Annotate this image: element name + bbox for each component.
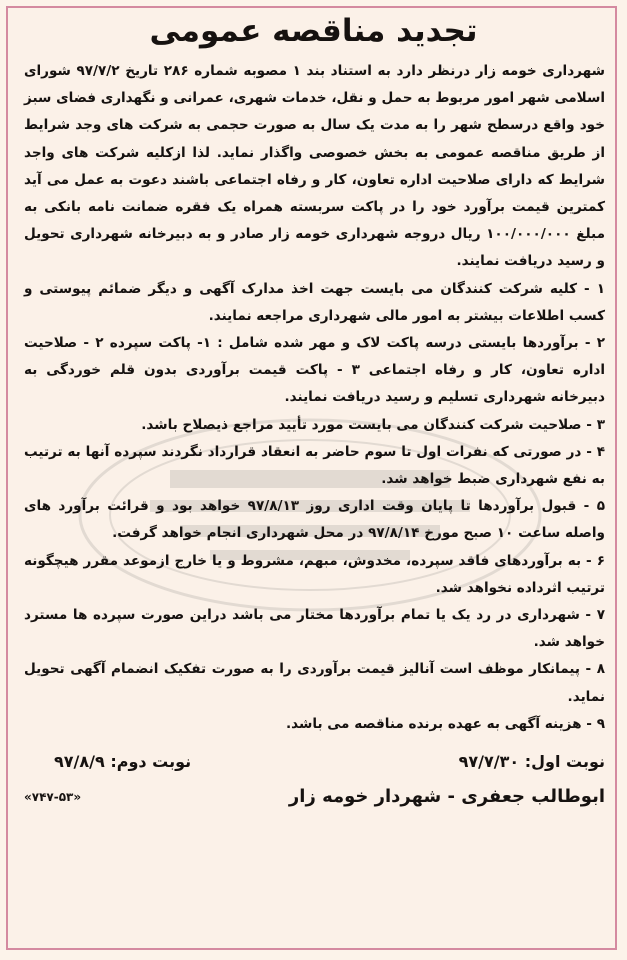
condition-item: ۶ - به برآوردهای فاقد سپرده، مخدوش، مبهم، مشروط و یا خارج ازموعد مقرر هیچگونه ترتیب اثرداده نخواهد شد. <box>24 552 605 596</box>
condition-item: ۱ - کلیه شرکت کنندگان می بایست جهت اخذ مدارک آگهی و دیگر ضمائم پیوستی و کسب اطلاعات بیشتر به امور مالی شهرداری مراجعه نمایند. <box>24 280 605 324</box>
first-round-date: نوبت اول: ۹۷/۷/۳۰ <box>458 752 605 772</box>
condition-item: ۹ - هزینه آگهی به عهده برنده مناقصه می باشد. <box>285 715 605 732</box>
condition-item: ۷ - شهرداری در رد یک یا تمام برآوردها مختار می باشد دراین صورت سپرده ها مسترد خواهد شد. <box>24 607 605 651</box>
condition-item: ۳ - صلاحیت شرکت کنندگان می بایست مورد تأیید مراجع ذیصلاح باشد. <box>141 416 605 433</box>
mayor-signature: ابوطالب جعفری - شهردار خومه زار <box>288 786 605 808</box>
condition-item: ۴ - در صورتی که نفرات اول تا سوم حاضر به انعقاد قرارداد نگردند سپرده آنها به ترتیب به نفع شهرداری ضبط خواهد شد. <box>24 443 605 488</box>
condition-item: ۲ - برآوردها بایستی درسه پاکت لاک و مهر شده شامل : ۱- پاکت سپرده ۲ - صلاحیت اداره تعاون، کار و رفاه اجتماعی ۳ - پاکت قیمت برآوردی بدون قلم خوردگی به دبیرخانه شهرداری تسلیم و رسید دریافت نمایند. <box>24 335 606 406</box>
conditions-list <box>14 276 613 738</box>
notice-content <box>14 8 613 814</box>
signature-row <box>14 780 613 814</box>
publication-dates <box>14 744 613 780</box>
ad-code: «۷۴۷-۵۳» <box>24 790 82 805</box>
second-round-date: نوبت دوم: ۹۷/۸/۹ <box>54 752 192 772</box>
notice-intro: شهرداری خومه زار درنظر دارد به استناد بند ۱ مصوبه شماره ۲۸۶ تاریخ ۹۷/۷/۲ شورای اسلامی شهر امور مربوط به حمل و نقل، خدمات شهری، عمرانی و نگهداری فضای سبز خود واقع درسطح شهر را به مدت یک سال به صورت حجمی به شرکت های وجد شرایط از طریق مناقصه عمومی به بخش خصوصی واگذار نماید. لذا ازکلیه شرکت های واجد شرایط که دارای صلاحیت اداره تعاون، کار و رفاه اجتماعی باشند دعوت به عمل می آید کمترین قیمت برآورد خود را در پاکت سربسته همراه یک فقره ضمانت نامه بانکی به مبلغ ۱۰۰/۰۰۰/۰۰۰ ریال دروجه شهرداری خومه زار صادر و به دبیرخانه شهرداری تحویل و رسید دریافت نمایند. <box>24 63 605 270</box>
condition-item: ۵ - قبول برآوردها تا پایان وقت اداری روز ۹۷/۸/۱۳ خواهد بود و قرائت برآورد های واصله ساعت ۱۰ صبح مورخ ۹۷/۸/۱۴ در محل شهرداری انجام خواهد گرفت. <box>24 498 605 542</box>
notice-title: تجدید مناقصه عمومی <box>149 13 478 49</box>
condition-item: ۸ - پیمانکار موظف است آنالیز قیمت برآوردی را به صورت تفکیک انضمام آگهی تحویل نماید. <box>24 661 605 705</box>
